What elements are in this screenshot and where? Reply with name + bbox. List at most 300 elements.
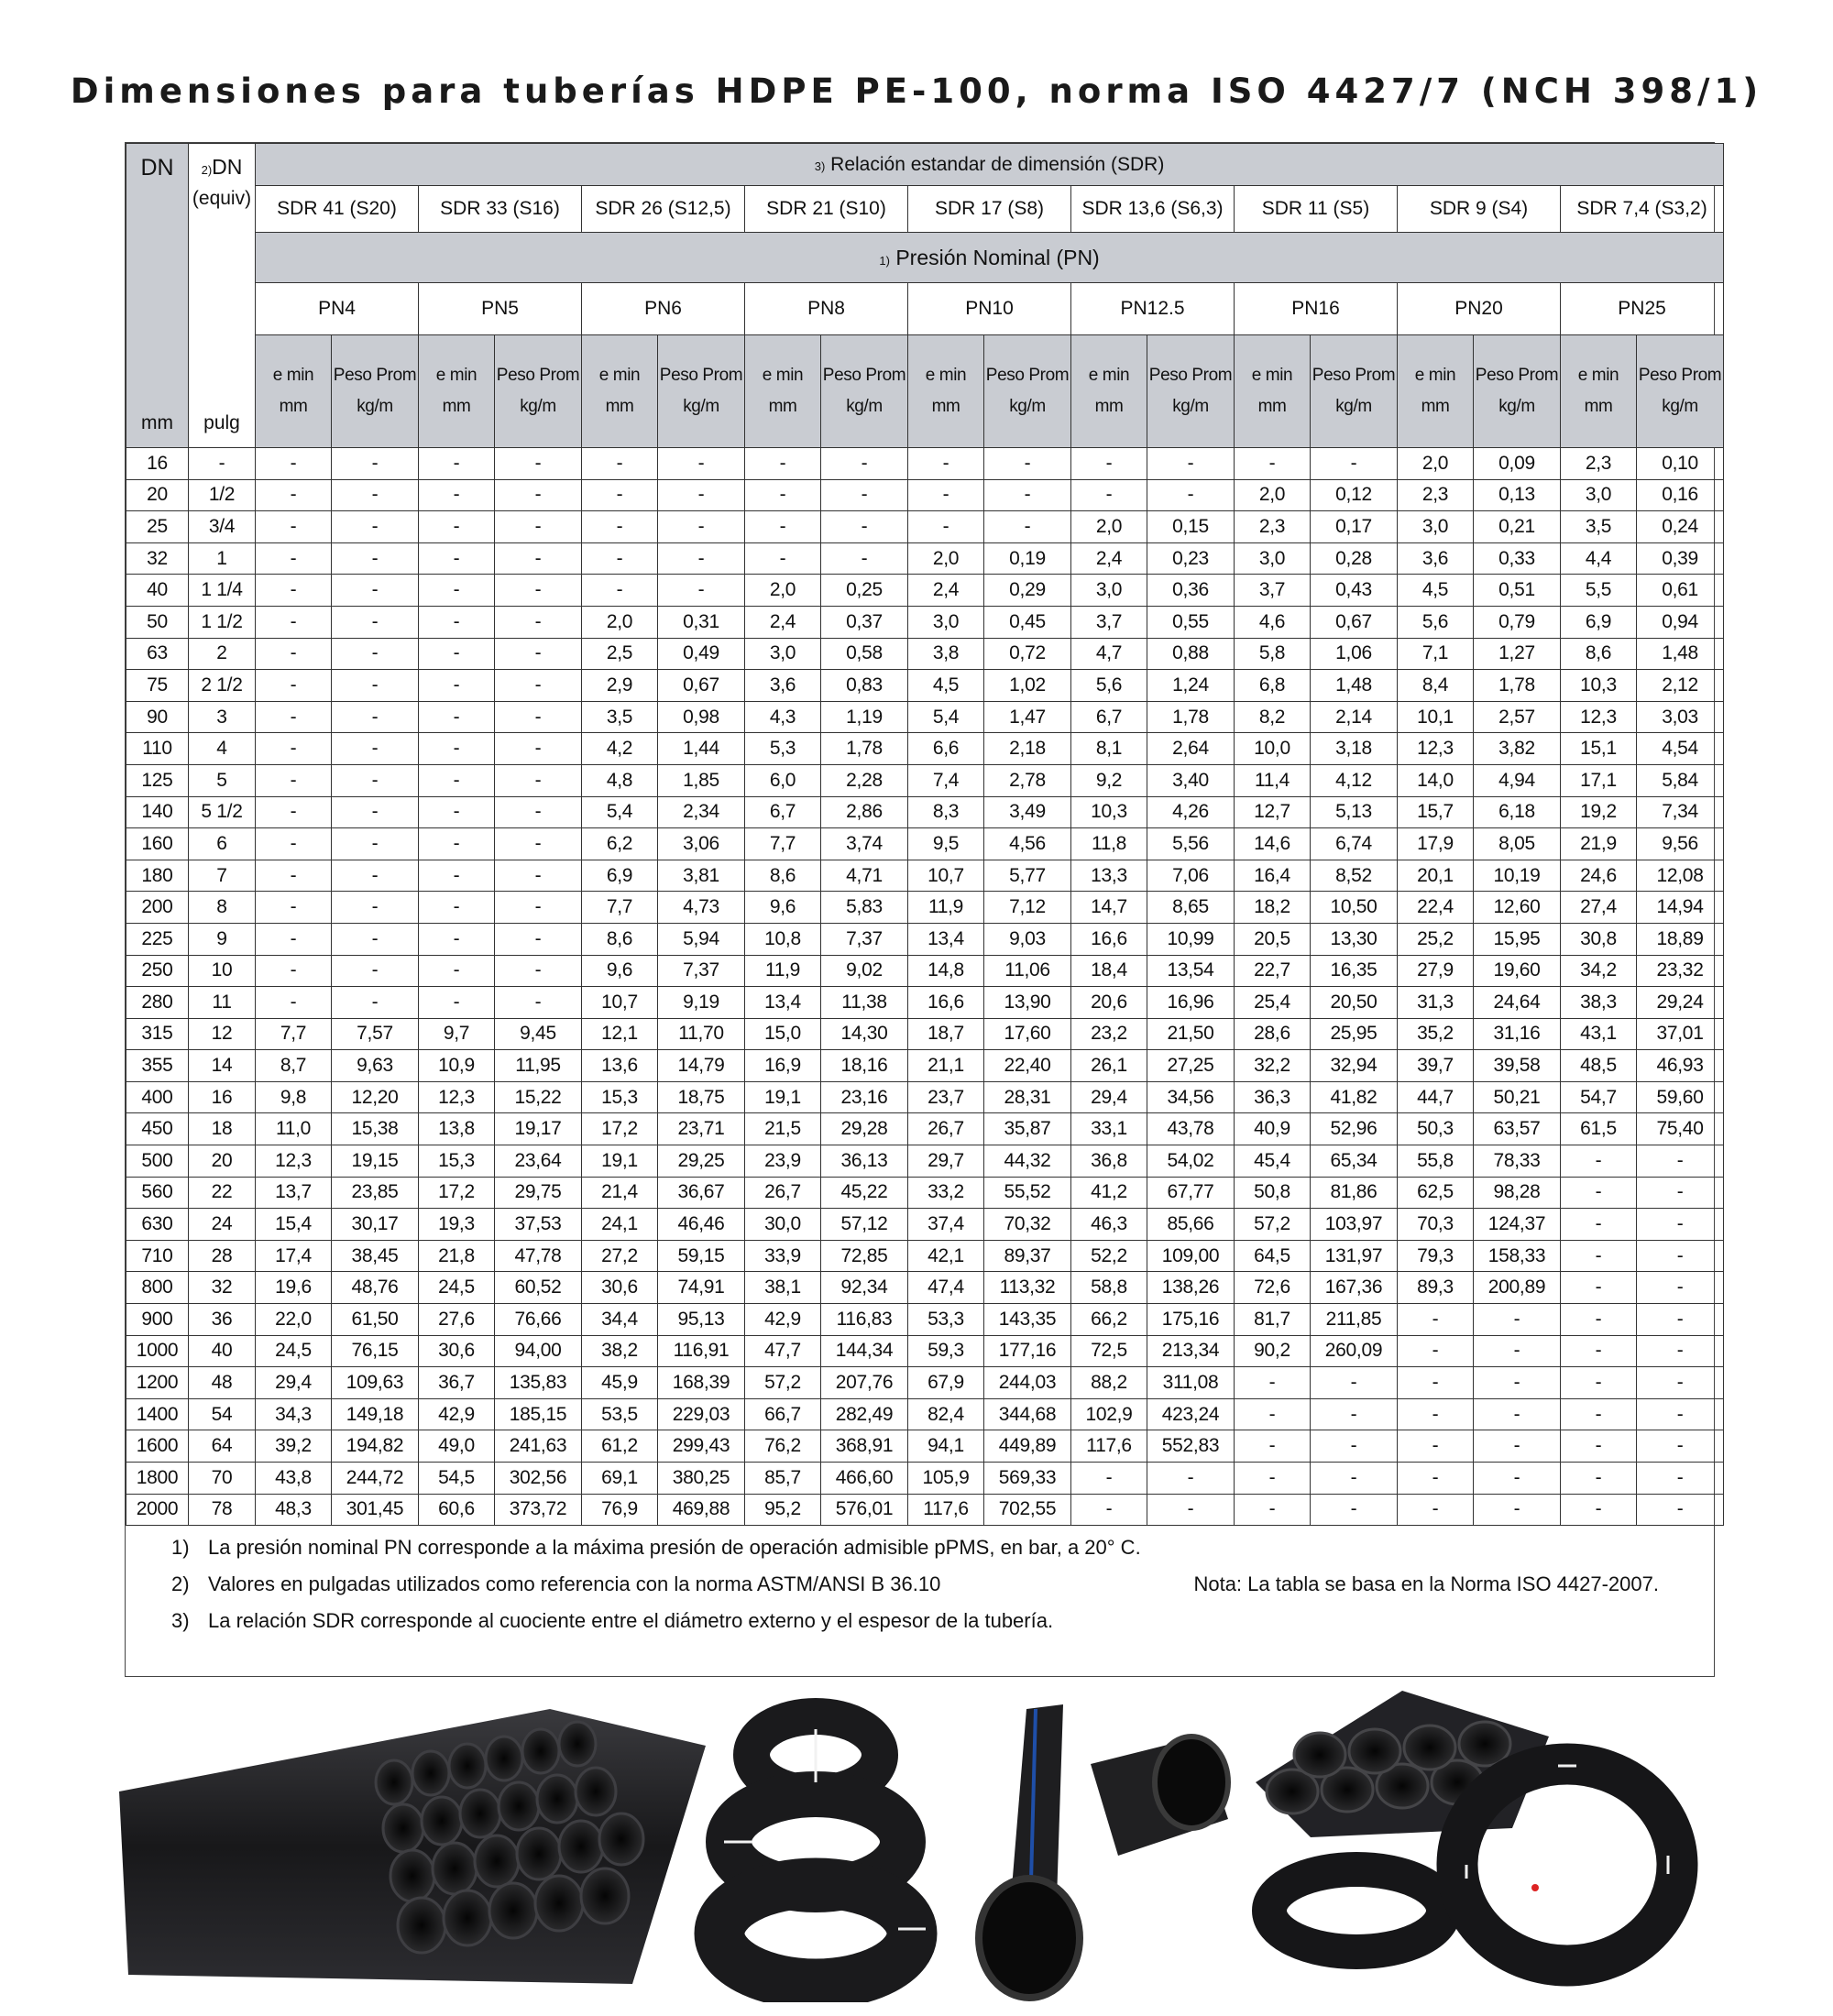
emin-cell: 7,7 [582, 892, 658, 924]
pulg-cell: 32 [189, 1272, 256, 1304]
peso-cell: 0,72 [984, 638, 1071, 670]
peso-cell: - [332, 448, 419, 480]
peso-cell: 2,34 [658, 796, 745, 828]
emin-cell: 38,3 [1561, 987, 1637, 1019]
peso-cell: 1,85 [658, 764, 745, 796]
emin-cell: 42,1 [908, 1240, 984, 1272]
pulg-cell: 54 [189, 1398, 256, 1430]
emin-cell: - [1561, 1145, 1637, 1178]
emin-cell: 19,1 [745, 1081, 821, 1113]
peso-cell: 47,78 [495, 1240, 582, 1272]
emin-cell: 13,6 [582, 1050, 658, 1082]
emin-cell: 19,2 [1561, 796, 1637, 828]
emin-cell: 22,7 [1235, 955, 1311, 987]
emin-cell: 8,6 [582, 923, 658, 955]
peso-cell: 0,51 [1474, 575, 1561, 607]
peso-cell: 29,24 [1637, 987, 1724, 1019]
emin-cell: - [1071, 479, 1147, 511]
emin-cell: 3,8 [908, 638, 984, 670]
peso-cell: 0,19 [984, 542, 1071, 575]
emin-cell: 32,2 [1235, 1050, 1311, 1082]
emin-cell: 36,7 [419, 1367, 495, 1399]
emin-cell: 16,6 [908, 987, 984, 1019]
emin-cell: 38,1 [745, 1272, 821, 1304]
emin-cell: 36,3 [1235, 1081, 1311, 1113]
emin-cell: 2,3 [1561, 448, 1637, 480]
emin-cell: 38,2 [582, 1335, 658, 1367]
emin-cell: 26,7 [745, 1177, 821, 1209]
emin-cell: - [908, 511, 984, 543]
emin-cell: - [1561, 1209, 1637, 1241]
emin-cell: 37,4 [908, 1209, 984, 1241]
peso-cell: 72,85 [821, 1240, 908, 1272]
emin-cell: 3,7 [1235, 575, 1311, 607]
peso-cell: - [1637, 1430, 1724, 1463]
pulg-cell: 22 [189, 1177, 256, 1209]
emin-cell: 45,9 [582, 1367, 658, 1399]
emin-cell: - [419, 955, 495, 987]
dn-cell: 280 [126, 987, 189, 1019]
emin-cell: 43,8 [256, 1463, 332, 1495]
emin-cell: 3,0 [1398, 511, 1474, 543]
emin-cell: 14,7 [1071, 892, 1147, 924]
peso-cell: 552,83 [1147, 1430, 1235, 1463]
emin-cell: 6,6 [908, 733, 984, 765]
peso-cell: 37,01 [1637, 1018, 1724, 1050]
emin-cell: - [908, 479, 984, 511]
peso-cell: 89,37 [984, 1240, 1071, 1272]
emin-cell: - [256, 701, 332, 733]
table-row [126, 1304, 1724, 1336]
emin-cell: 3,6 [1398, 542, 1474, 575]
emin-cell: 21,5 [745, 1113, 821, 1145]
emin-cell: 16,4 [1235, 860, 1311, 892]
table-row [126, 1209, 1724, 1241]
peso-cell: 0,23 [1147, 542, 1235, 575]
dn-cell: 25 [126, 511, 189, 543]
peso-cell: 85,66 [1147, 1209, 1235, 1241]
emin-cell: 3,5 [1561, 511, 1637, 543]
emin-cell: 33,9 [745, 1240, 821, 1272]
peso-cell: 13,90 [984, 987, 1071, 1019]
peso-cell: 21,50 [1147, 1018, 1235, 1050]
peso-cell: 13,54 [1147, 955, 1235, 987]
peso-cell: 16,35 [1311, 955, 1398, 987]
emin-cell: 33,1 [1071, 1113, 1147, 1145]
emin-cell: 2,4 [745, 606, 821, 638]
peso-cell: 373,72 [495, 1494, 582, 1526]
peso-cell: 3,40 [1147, 764, 1235, 796]
peso-cell: 29,75 [495, 1177, 582, 1209]
dn-cell: 1000 [126, 1335, 189, 1367]
peso-cell: 344,68 [984, 1398, 1071, 1430]
emin-cell: 72,6 [1235, 1272, 1311, 1304]
hdpe-dimension-table-sheet [125, 142, 1722, 1677]
peso-cell: 3,81 [658, 860, 745, 892]
table-row [126, 1113, 1724, 1145]
emin-cell: 88,2 [1071, 1367, 1147, 1399]
peso-cell: 0,98 [658, 701, 745, 733]
peso-cell: - [332, 701, 419, 733]
peso-cell: - [1474, 1335, 1561, 1367]
emin-cell: 61,5 [1561, 1113, 1637, 1145]
emin-cell: 81,7 [1235, 1304, 1311, 1336]
peso-cell: 20,50 [1311, 987, 1398, 1019]
peso-cell: 65,34 [1311, 1145, 1398, 1178]
emin-cell: 2,0 [908, 542, 984, 575]
peso-cell: - [658, 479, 745, 511]
emin-cell: - [1235, 1430, 1311, 1463]
peso-cell: 23,71 [658, 1113, 745, 1145]
peso-cell: 4,56 [984, 828, 1071, 860]
table-row [126, 955, 1724, 987]
peso-cell: 16,96 [1147, 987, 1235, 1019]
peso-header: Peso Prom kg/m [1147, 335, 1235, 448]
emin-cell: - [419, 987, 495, 1019]
peso-cell: 11,38 [821, 987, 908, 1019]
dn-cell: 500 [126, 1145, 189, 1178]
emin-cell: 8,2 [1235, 701, 1311, 733]
emin-cell: 3,0 [1561, 479, 1637, 511]
peso-cell: 95,13 [658, 1304, 745, 1336]
pulg-cell: 78 [189, 1494, 256, 1526]
peso-cell: 282,49 [821, 1398, 908, 1430]
pulg-cell: 18 [189, 1113, 256, 1145]
emin-cell: - [256, 955, 332, 987]
pulg-cell: 8 [189, 892, 256, 924]
peso-cell: - [1311, 1494, 1398, 1526]
emin-cell: 3,0 [745, 638, 821, 670]
dn2-equiv: (equiv) [192, 188, 252, 209]
peso-cell: 14,94 [1637, 892, 1724, 924]
peso-cell: - [1147, 448, 1235, 480]
emin-cell: - [745, 479, 821, 511]
pn-header: PN6 [582, 283, 745, 335]
table-row [126, 923, 1724, 955]
peso-cell: - [332, 575, 419, 607]
emin-cell: - [1561, 1463, 1637, 1495]
column-units-row [126, 335, 1724, 448]
peso-cell: 9,45 [495, 1018, 582, 1050]
peso-cell: 18,16 [821, 1050, 908, 1082]
peso-cell: - [495, 575, 582, 607]
peso-cell: - [495, 479, 582, 511]
emin-cell: 41,2 [1071, 1177, 1147, 1209]
peso-cell: 54,02 [1147, 1145, 1235, 1178]
pn-header: PN16 [1235, 283, 1398, 335]
emin-header: e min mm [419, 335, 495, 448]
emin-cell: 21,1 [908, 1050, 984, 1082]
peso-cell: 39,58 [1474, 1050, 1561, 1082]
emin-cell: 26,1 [1071, 1050, 1147, 1082]
peso-cell: 3,74 [821, 828, 908, 860]
emin-cell: 9,6 [582, 955, 658, 987]
peso-cell: 17,60 [984, 1018, 1071, 1050]
emin-cell: 42,9 [745, 1304, 821, 1336]
emin-cell: 60,6 [419, 1494, 495, 1526]
peso-cell: 0,94 [1637, 606, 1724, 638]
emin-cell: 25,4 [1235, 987, 1311, 1019]
emin-cell: - [256, 733, 332, 765]
peso-cell: - [495, 860, 582, 892]
pn-header: PN5 [419, 283, 582, 335]
emin-header: e min mm [1071, 335, 1147, 448]
emin-header: e min mm [745, 335, 821, 448]
emin-cell: - [1235, 448, 1311, 480]
dn-cell: 1200 [126, 1367, 189, 1399]
emin-cell: 70,3 [1398, 1209, 1474, 1241]
emin-cell: 20,6 [1071, 987, 1147, 1019]
peso-cell: 1,27 [1474, 638, 1561, 670]
peso-cell: - [332, 892, 419, 924]
emin-cell: 12,3 [1561, 701, 1637, 733]
dn-cell: 710 [126, 1240, 189, 1272]
emin-cell: 9,6 [745, 892, 821, 924]
emin-cell: - [1561, 1177, 1637, 1209]
emin-cell: 3,0 [1235, 542, 1311, 575]
peso-cell: 50,21 [1474, 1081, 1561, 1113]
peso-cell: 576,01 [821, 1494, 908, 1526]
emin-cell: 4,6 [1235, 606, 1311, 638]
peso-cell: - [495, 828, 582, 860]
peso-cell: 244,72 [332, 1463, 419, 1495]
emin-cell: 3,5 [582, 701, 658, 733]
emin-cell: 18,7 [908, 1018, 984, 1050]
sdr-header: SDR 9 (S4) [1398, 186, 1561, 233]
table-row [126, 1145, 1724, 1178]
emin-cell: 33,2 [908, 1177, 984, 1209]
emin-cell: 117,6 [1071, 1430, 1147, 1463]
peso-cell: 3,06 [658, 828, 745, 860]
emin-cell: - [1561, 1494, 1637, 1526]
emin-cell: - [745, 448, 821, 480]
peso-cell: - [1474, 1430, 1561, 1463]
peso-cell: 0,43 [1311, 575, 1398, 607]
emin-cell: - [419, 638, 495, 670]
peso-cell: - [332, 606, 419, 638]
emin-cell: 5,4 [582, 796, 658, 828]
emin-cell: 12,1 [582, 1018, 658, 1050]
peso-cell: - [1637, 1145, 1724, 1178]
peso-cell: - [984, 511, 1071, 543]
emin-cell: 48,3 [256, 1494, 332, 1526]
peso-cell: - [1474, 1398, 1561, 1430]
emin-cell: 4,3 [745, 701, 821, 733]
emin-cell: 15,1 [1561, 733, 1637, 765]
emin-cell: 4,5 [908, 670, 984, 702]
peso-cell: - [1637, 1335, 1724, 1367]
peso-cell: 1,02 [984, 670, 1071, 702]
peso-cell: 94,00 [495, 1335, 582, 1367]
emin-cell: 36,8 [1071, 1145, 1147, 1178]
peso-cell: 9,02 [821, 955, 908, 987]
peso-cell: 48,76 [332, 1272, 419, 1304]
peso-cell: 35,87 [984, 1113, 1071, 1145]
peso-cell: 92,34 [821, 1272, 908, 1304]
peso-cell: - [1637, 1367, 1724, 1399]
peso-cell: 301,45 [332, 1494, 419, 1526]
dn-cell: 630 [126, 1209, 189, 1241]
pulg-cell: 1 1/2 [189, 606, 256, 638]
peso-cell: 0,79 [1474, 606, 1561, 638]
pn-header: PN8 [745, 283, 908, 335]
pulg-cell: 10 [189, 955, 256, 987]
emin-cell: 34,3 [256, 1398, 332, 1430]
peso-cell: 380,25 [658, 1463, 745, 1495]
table-row [126, 1494, 1724, 1526]
emin-cell: - [1561, 1430, 1637, 1463]
emin-cell: 17,9 [1398, 828, 1474, 860]
peso-cell: 10,50 [1311, 892, 1398, 924]
peso-cell: 109,63 [332, 1367, 419, 1399]
emin-cell: 4,8 [582, 764, 658, 796]
peso-cell: - [495, 606, 582, 638]
emin-cell: - [256, 638, 332, 670]
peso-cell: 143,35 [984, 1304, 1071, 1336]
peso-cell: - [1637, 1240, 1724, 1272]
pulg-cell: 4 [189, 733, 256, 765]
peso-cell: 0,21 [1474, 511, 1561, 543]
peso-cell: - [821, 479, 908, 511]
peso-cell: 466,60 [821, 1463, 908, 1495]
peso-cell: 2,57 [1474, 701, 1561, 733]
peso-cell: 569,33 [984, 1463, 1071, 1495]
peso-cell: 103,97 [1311, 1209, 1398, 1241]
emin-cell: 59,3 [908, 1335, 984, 1367]
emin-header: e min mm [256, 335, 332, 448]
table-row [126, 1335, 1724, 1367]
peso-cell: 168,39 [658, 1367, 745, 1399]
emin-cell: 55,8 [1398, 1145, 1474, 1178]
peso-cell: 2,12 [1637, 670, 1724, 702]
table-row [126, 1240, 1724, 1272]
peso-cell: - [1311, 1463, 1398, 1495]
emin-cell: 13,4 [908, 923, 984, 955]
norma-note: Nota: La tabla se basa en la Norma ISO 4427-2007. [1193, 1572, 1659, 1595]
emin-cell: 69,1 [582, 1463, 658, 1495]
table-row [126, 1367, 1724, 1399]
table-row [126, 638, 1724, 670]
peso-cell: - [821, 542, 908, 575]
pipe-stack [119, 1709, 706, 1984]
emin-cell: 28,6 [1235, 1018, 1311, 1050]
peso-cell: 78,33 [1474, 1145, 1561, 1178]
peso-cell: 7,37 [658, 955, 745, 987]
emin-cell: - [1398, 1304, 1474, 1336]
peso-cell: 3,49 [984, 796, 1071, 828]
peso-cell: - [1311, 1430, 1398, 1463]
peso-cell: - [495, 670, 582, 702]
emin-cell: 29,7 [908, 1145, 984, 1178]
peso-cell: 8,65 [1147, 892, 1235, 924]
pulg-cell: 28 [189, 1240, 256, 1272]
pulg-cell: 24 [189, 1209, 256, 1241]
peso-cell: - [1474, 1367, 1561, 1399]
emin-cell: 30,6 [582, 1272, 658, 1304]
emin-cell: 10,9 [419, 1050, 495, 1082]
emin-cell: 23,7 [908, 1081, 984, 1113]
peso-cell: 7,37 [821, 923, 908, 955]
pulg-cell: 5 [189, 764, 256, 796]
peso-cell: - [495, 638, 582, 670]
peso-cell: 11,95 [495, 1050, 582, 1082]
emin-cell: 8,7 [256, 1050, 332, 1082]
peso-cell: - [821, 448, 908, 480]
emin-cell: 58,8 [1071, 1272, 1147, 1304]
emin-cell: 18,2 [1235, 892, 1311, 924]
emin-cell: 6,8 [1235, 670, 1311, 702]
table-row [126, 1177, 1724, 1209]
footnote-1: 1) La presión nominal PN corresponde a la máxima presión de operación admisible pPMS, en bar, a 20° C. [171, 1536, 1141, 1559]
peso-cell: 57,12 [821, 1209, 908, 1241]
emin-cell: 8,3 [908, 796, 984, 828]
peso-cell: 5,77 [984, 860, 1071, 892]
peso-cell: 22,40 [984, 1050, 1071, 1082]
table-row [126, 860, 1724, 892]
emin-cell: - [419, 670, 495, 702]
peso-cell: - [1637, 1463, 1724, 1495]
emin-cell: 47,4 [908, 1272, 984, 1304]
emin-cell: 22,0 [256, 1304, 332, 1336]
peso-cell: - [495, 511, 582, 543]
emin-cell: - [419, 701, 495, 733]
peso-cell: - [495, 955, 582, 987]
peso-cell: 311,08 [1147, 1367, 1235, 1399]
table-row [126, 542, 1724, 575]
pulg-cell: 36 [189, 1304, 256, 1336]
emin-cell: 2,4 [1071, 542, 1147, 575]
emin-cell: 9,2 [1071, 764, 1147, 796]
peso-cell: 0,67 [658, 670, 745, 702]
pn-header: PN25 [1561, 283, 1724, 335]
peso-cell: - [332, 860, 419, 892]
emin-cell: 15,7 [1398, 796, 1474, 828]
peso-cell: 449,89 [984, 1430, 1071, 1463]
table-row [126, 448, 1724, 480]
peso-cell: 28,31 [984, 1081, 1071, 1113]
emin-header: e min mm [908, 335, 984, 448]
peso-cell: 11,70 [658, 1018, 745, 1050]
emin-cell: - [582, 479, 658, 511]
emin-cell: 2,0 [1071, 511, 1147, 543]
pulg-cell: 5 1/2 [189, 796, 256, 828]
emin-cell: - [256, 606, 332, 638]
peso-cell: 32,94 [1311, 1050, 1398, 1082]
emin-cell: 14,0 [1398, 764, 1474, 796]
emin-cell: 10,7 [908, 860, 984, 892]
peso-cell: - [495, 796, 582, 828]
emin-cell: 14,6 [1235, 828, 1311, 860]
peso-cell: 0,61 [1637, 575, 1724, 607]
emin-cell: 26,7 [908, 1113, 984, 1145]
emin-cell: 15,0 [745, 1018, 821, 1050]
peso-cell: 76,15 [332, 1335, 419, 1367]
peso-header: Peso Prom kg/m [1311, 335, 1398, 448]
emin-cell: 102,9 [1071, 1398, 1147, 1430]
emin-cell: - [419, 764, 495, 796]
peso-cell: - [332, 670, 419, 702]
dimension-table [126, 143, 1724, 1526]
peso-cell: 0,49 [658, 638, 745, 670]
pn-header: PN10 [908, 283, 1071, 335]
emin-cell: 94,1 [908, 1430, 984, 1463]
peso-cell: - [495, 987, 582, 1019]
emin-cell: - [419, 511, 495, 543]
dn-cell: 1600 [126, 1430, 189, 1463]
table-row [126, 606, 1724, 638]
peso-header: Peso Prom kg/m [821, 335, 908, 448]
peso-cell: 0,28 [1311, 542, 1398, 575]
